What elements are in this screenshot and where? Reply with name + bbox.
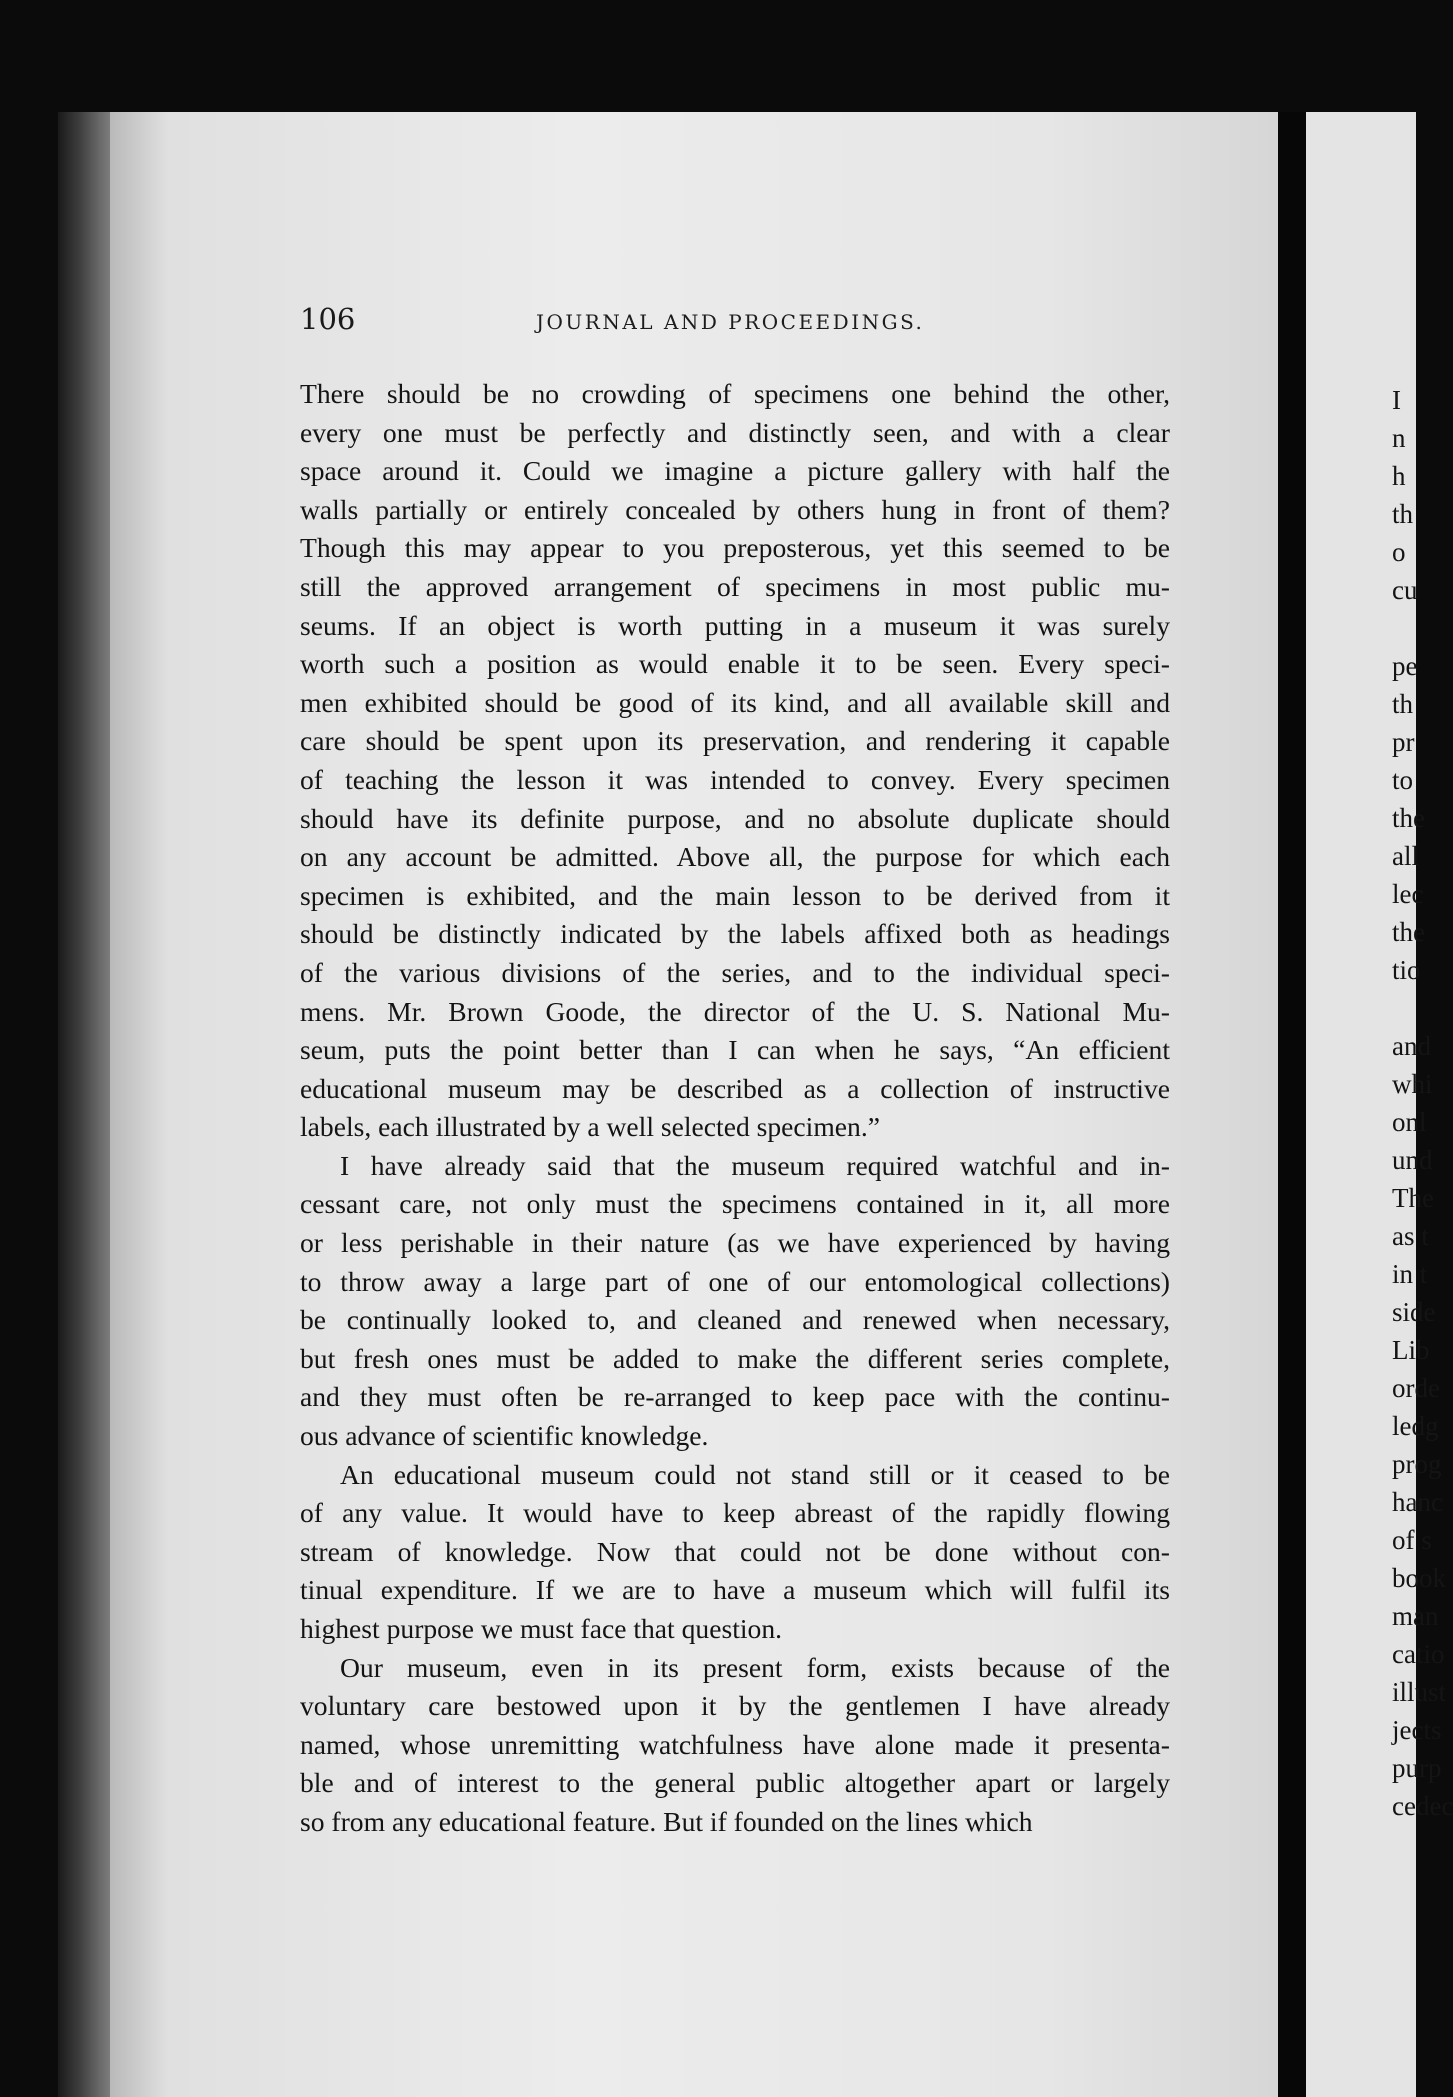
adjacent-page-fragment: jects (1392, 1715, 1442, 1745)
adjacent-page-fragment: th (1392, 689, 1414, 719)
adjacent-page-fragment: onl (1392, 1107, 1427, 1137)
adjacent-page-fragment: und (1392, 1145, 1433, 1175)
adjacent-page-fragment: all (1392, 841, 1419, 871)
adjacent-page-fragment: to (1392, 765, 1414, 795)
adjacent-page-fragment: lec (1392, 879, 1424, 909)
adjacent-page-fragment: tio (1392, 955, 1421, 985)
paragraph (300, 1456, 1170, 1649)
text-line: labels, each illustrated by a well selected specimen.” (300, 1111, 880, 1143)
adjacent-page-fragment: hanc (1392, 1487, 1443, 1517)
adjacent-page-fragment: th (1392, 499, 1414, 529)
text-line: and they must often be re-arranged to keep pace with the continu- (300, 1381, 1170, 1413)
adjacent-page-fragment: purp (1392, 1753, 1442, 1783)
adjacent-page-fragment: The (1392, 1183, 1434, 1213)
adjacent-page-fragment: man (1392, 1601, 1439, 1631)
text-line: every one must be perfectly and distinctly seen, and with a clear (300, 416, 1170, 448)
adjacent-page-fragment: the (1392, 803, 1425, 833)
adjacent-page-fragment: h (1392, 461, 1406, 491)
paragraph (300, 1649, 1170, 1842)
adjacent-page-fragment: prog (1392, 1449, 1442, 1479)
text-line: seum, puts the point better than I can when he says, “An efficient (300, 1034, 1170, 1066)
adjacent-page-fragment: cu (1392, 575, 1418, 605)
text-line: cessant care, not only must the specimens contained in it, all more (300, 1188, 1170, 1220)
text-line: named, whose unremitting watchfulness have alone made it presenta- (300, 1728, 1170, 1760)
text-line: of any value. It would have to keep abreast of the rapidly flowing (300, 1497, 1170, 1529)
text-line: but fresh ones must be added to make the different series complete, (300, 1342, 1170, 1374)
text-line: worth such a position as would enable it to be seen. Every speci- (300, 648, 1170, 680)
text-line: or less perishable in their nature (as we have experienced by having (300, 1227, 1170, 1259)
adjacent-page-fragment: ledg (1392, 1411, 1439, 1441)
text-line: should be distinctly indicated by the labels affixed both as headings (300, 918, 1170, 950)
text-line: care should be spent upon its preservation, and rendering it capable (300, 725, 1170, 757)
text-line: of teaching the lesson it was intended to convey. Every specimen (300, 763, 1170, 795)
adjacent-page-fragment: the (1392, 917, 1425, 947)
running-title: JOURNAL AND PROCEEDINGS. (536, 310, 925, 334)
text-line: ble and of interest to the general public altogether apart or largely (300, 1767, 1170, 1799)
adjacent-page-fragment: catio (1392, 1639, 1445, 1669)
adjacent-page-fragment: Lib (1392, 1335, 1430, 1365)
text-line: to throw away a large part of one of our entomological collections) (300, 1265, 1170, 1297)
text-line: specimen is exhibited, and the main lesson to be derived from it (300, 879, 1170, 911)
text-line: tinual expenditure. If we are to have a museum which will fulfil its (300, 1574, 1170, 1606)
page-gutter (1278, 112, 1306, 2097)
text-line: space around it. Could we imagine a picture gallery with half the (300, 455, 1170, 487)
adjacent-page-fragment: o (1392, 537, 1406, 567)
adjacent-page-fragment: as t (1392, 1221, 1429, 1251)
adjacent-page-fragment: pe (1392, 651, 1418, 681)
text-line: mens. Mr. Brown Goode, the director of the U. S. National Mu- (300, 995, 1170, 1027)
paragraph (300, 375, 1170, 1147)
page-number: 106 (300, 302, 356, 336)
text-line: highest purpose we must face that question. (300, 1613, 783, 1644)
adjacent-page-fragment: in t (1392, 1259, 1428, 1289)
adjacent-page-fragment: whi (1392, 1069, 1433, 1099)
text-line: men exhibited should be good of its kind, and all available skill and (300, 686, 1170, 718)
adjacent-page-fragment: book (1392, 1563, 1446, 1593)
body-text (300, 375, 1170, 1842)
text-line: voluntary care bestowed upon it by the gentlemen I have already (300, 1690, 1170, 1722)
text-line: walls partially or entirely concealed by others hung in front of them? (300, 493, 1170, 525)
text-line: ous advance of scientific knowledge. (300, 1420, 709, 1452)
adjacent-page-fragment: orde (1392, 1373, 1440, 1403)
adjacent-page-fragment: pr (1392, 727, 1415, 757)
text-line: still the approved arrangement of specimens in most public mu- (300, 570, 1170, 602)
text-line: stream of knowledge. Now that could not be done without con- (300, 1535, 1170, 1567)
adjacent-page-fragment: n (1392, 423, 1406, 453)
adjacent-page-fragment: illust (1392, 1677, 1447, 1707)
text-line: seums. If an object is worth putting in a museum it was surely (300, 609, 1170, 641)
text-line: be continually looked to, and cleaned and renewed when necessary, (300, 1304, 1170, 1336)
text-line: so from any educational feature. But if founded on the lines which (300, 1805, 1033, 1837)
adjacent-page-fragment: and (1392, 1031, 1431, 1061)
text-line: of the various divisions of the series, and to the individual speci- (300, 956, 1170, 988)
text-line: An educational museum could not stand still or it ceased to be (340, 1458, 1170, 1490)
text-line: I have already said that the museum required watchful and in- (340, 1149, 1170, 1181)
text-line: Though this may appear to you preposterous, yet this seemed to be (300, 532, 1170, 564)
paragraph (300, 1147, 1170, 1456)
adjacent-page-fragment: side (1392, 1297, 1436, 1327)
text-line: educational museum may be described as a collection of instructive (300, 1072, 1170, 1104)
adjacent-page-fragment: cedec (1392, 1791, 1453, 1821)
adjacent-page-fragment: of s (1392, 1525, 1432, 1555)
adjacent-page-fragment: I (1392, 385, 1401, 415)
text-line: There should be no crowding of specimens one behind the other, (300, 378, 1170, 409)
text-line: on any account be admitted. Above all, the purpose for which each (300, 841, 1170, 873)
text-line: should have its definite purpose, and no absolute duplicate should (300, 802, 1170, 834)
book-binding-edge (58, 112, 118, 2097)
text-line: Our museum, even in its present form, exists because of the (340, 1651, 1170, 1683)
